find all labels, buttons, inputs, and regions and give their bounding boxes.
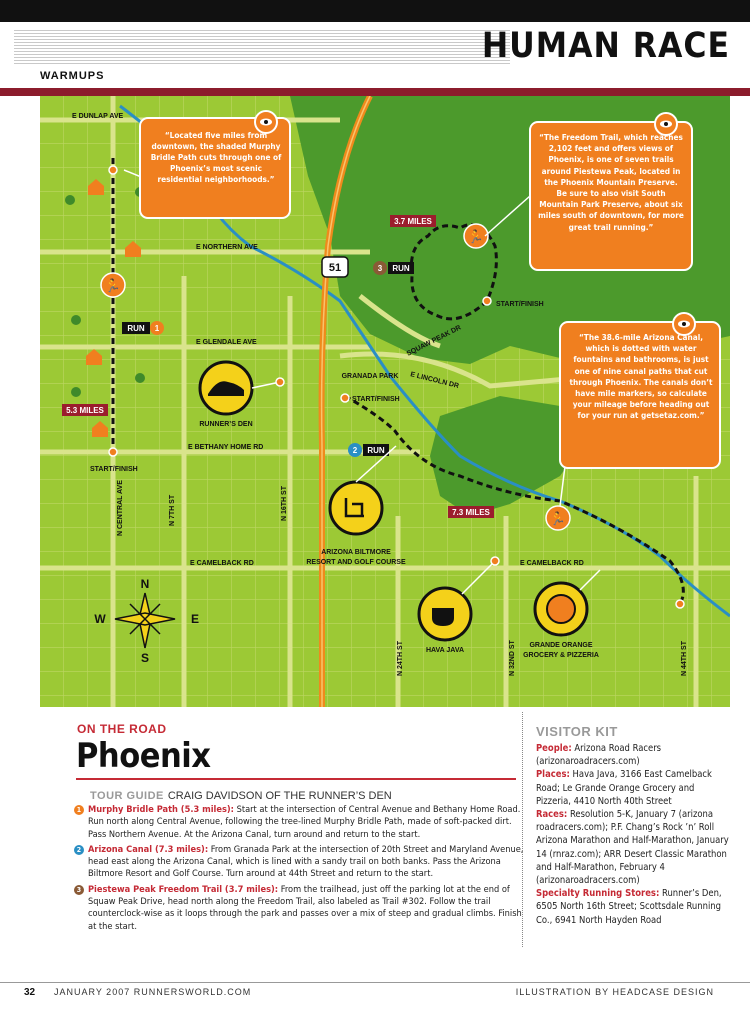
route-item xyxy=(74,804,524,841)
callout-freedom-trail xyxy=(530,113,692,270)
visitor-kit-item xyxy=(536,887,730,927)
street-32nd: N 32ND ST xyxy=(509,640,516,676)
street-44th: N 44TH ST xyxy=(681,640,688,676)
article-title: Phoenix xyxy=(76,736,211,776)
page-number: 32 xyxy=(24,987,36,998)
hava-java-label: HAVA JAVA xyxy=(425,647,465,654)
grande-orange-label-1: GRANDE ORANGE xyxy=(529,642,593,649)
visitor-kit-text: Runner’s Den, 6505 North 16th Street; Scottsdale Running Co., 6941 North Hayden Road xyxy=(536,888,722,926)
route-number: 3 xyxy=(74,885,84,895)
run2-start-label: START/FINISH xyxy=(352,396,400,403)
route-title: Arizona Canal (7.3 miles): xyxy=(88,843,209,855)
section-title: HUMAN RACE xyxy=(481,26,730,66)
street-lincoln: E LINCOLN DR xyxy=(409,371,460,390)
column-divider xyxy=(522,712,523,947)
page-footer xyxy=(0,982,750,1002)
street-central: N CENTRAL AVE xyxy=(117,480,124,536)
visitor-kit-label: Races: xyxy=(536,809,568,821)
article-kicker: ON THE ROAD xyxy=(77,722,167,736)
title-rule xyxy=(76,778,516,780)
route-number: 1 xyxy=(74,805,84,815)
route-item xyxy=(74,844,524,881)
visitor-kit-item xyxy=(536,808,730,887)
phoenix-map xyxy=(40,96,730,707)
svg-text:5.3 MILES: 5.3 MILES xyxy=(66,406,104,415)
svg-text:🏃: 🏃 xyxy=(104,278,122,293)
compass-s: S xyxy=(140,651,150,665)
svg-text:7.3 MILES: 7.3 MILES xyxy=(452,508,490,517)
route-title: Murphy Bridle Path (5.3 miles): xyxy=(88,804,234,815)
article-body xyxy=(40,712,730,967)
svg-text:3.7 MILES: 3.7 MILES xyxy=(394,217,432,226)
street-24th: N 24TH ST xyxy=(397,640,404,676)
run1-distance-tag xyxy=(62,404,108,416)
route-text: Start at the intersection of Central Avenue and Bethany Home Road. Run north along Central Avenue, following the tree-lined Murphy Bridle Path, made of soft-packed dirt. Pass Northern Avenue. At the Arizona Canal, turn around and return to the start. xyxy=(88,804,521,840)
run1-tag xyxy=(122,321,164,335)
visitor-kit-text: Hava Java, 3166 East Camelback Road; Le Grande Orange Grocery and Pizzeria, 4410 North 40th Street xyxy=(536,769,712,807)
callout-murphy-text: “Located five miles from downtown, the shaded Murphy Bridle Path cuts through one of Phoenix’s most scenic residential neighborhoods.” xyxy=(150,130,282,184)
run2-tag xyxy=(348,443,389,457)
svg-text:RUN: RUN xyxy=(392,264,410,273)
header-stripes xyxy=(14,30,510,64)
run3-tag xyxy=(373,261,414,275)
tour-guide-header xyxy=(90,790,392,802)
visitor-kit-text: Arizona Road Racers (arizonaroadracers.com) xyxy=(536,743,662,768)
compass-w: W xyxy=(94,612,106,626)
street-northern: E NORTHERN AVE xyxy=(196,244,258,251)
visitor-kit-label: Places: xyxy=(536,769,570,781)
biltmore-label-2: RESORT AND GOLF COURSE xyxy=(306,559,406,566)
grande-orange-label-2: GROCERY & PIZZERIA xyxy=(523,652,599,659)
illustration-credit: ILLUSTRATION BY HEADCASE DESIGN xyxy=(515,987,714,997)
run1-start-label: START/FINISH xyxy=(90,466,138,473)
route-number: 2 xyxy=(74,845,84,855)
svg-text:2: 2 xyxy=(352,446,358,455)
visitor-kit-label: Specialty Running Stores: xyxy=(536,888,660,900)
run2-end-dot xyxy=(676,600,684,608)
visitor-kit-item xyxy=(536,742,730,768)
street-glendale: E GLENDALE AVE xyxy=(196,339,257,346)
route-list xyxy=(74,804,524,936)
svg-text:1: 1 xyxy=(154,324,160,333)
header-rule xyxy=(0,88,750,96)
run3-distance-tag xyxy=(390,215,436,227)
street-dunlap: E DUNLAP AVE xyxy=(72,113,124,120)
visitor-kit-list xyxy=(536,742,730,927)
compass-e: E xyxy=(190,612,200,626)
svg-text:🏃: 🏃 xyxy=(467,229,485,244)
svg-text:3: 3 xyxy=(377,264,383,273)
tour-guide-byline: CRAIG DAVIDSON OF THE RUNNER’S DEN xyxy=(167,790,392,802)
tour-guide-label: TOUR GUIDE xyxy=(90,790,164,802)
runners-den-label: RUNNER’S DEN xyxy=(199,421,253,428)
section-label: WARMUPS xyxy=(40,70,105,82)
street-squaw-peak: SQUAW PEAK DR xyxy=(405,324,463,358)
run3-start-dot xyxy=(483,297,491,305)
top-black-bar xyxy=(0,0,750,22)
run1-start-dot xyxy=(109,448,117,456)
highway-number: 51 xyxy=(328,262,342,274)
run3-start-label: START/FINISH xyxy=(496,301,544,308)
street-7th: N 7TH ST xyxy=(169,494,176,526)
callout-freedom-trail-text: “The Freedom Trail, which reaches 2,102 feet and offers views of Phoenix, is one of seven trails around Piestewa Peak, located in the Phoenix Mountain Preserve. Be sure to also visit South Mountain Park Preserve, about six miles south of downtown, for more great trail running.” xyxy=(538,132,684,232)
street-bethany: E BETHANY HOME RD xyxy=(188,444,264,451)
route-text: From Granada Park at the intersection of 20th Street and Maryland Avenue, head east along the Arizona Canal, which is lined with a sandy trail on both banks. Pass the Arizona Biltmore Resort and Golf Course. Turn around at 44th Street and return to the start. xyxy=(88,843,524,880)
run2-start-dot xyxy=(341,394,349,402)
callout-arizona-canal-text: “The 38.6-mile Arizona Canal, which is dotted with water fountains and bathrooms, is just one of nine canal paths that cut through Phoenix. The canals don’t have mile markers, so calculate your mileage before heading out for your run at getsetaz.com.” xyxy=(569,332,713,421)
route-title: Piestewa Peak Freedom Trail (3.7 miles): xyxy=(88,883,279,895)
callout-arizona-canal xyxy=(560,313,720,468)
run2-distance-tag xyxy=(448,506,494,518)
visitor-kit-text: Resolution 5-K, January 7 (arizona roadracers.com); P.F. Chang’s Rock ’n’ Roll Arizona Marathon and Half-Marathon, January 14 (rnraz.com); ARR Desert Classic Marathon and Half-Marathon, February 4 (arizonaroadracers.com) xyxy=(536,809,729,887)
street-16th: N 16TH ST xyxy=(281,485,288,521)
visitor-kit-title: VISITOR KIT xyxy=(536,724,618,739)
callout-murphy xyxy=(140,111,290,218)
visitor-kit-label: People: xyxy=(536,743,572,754)
svg-text:RUN: RUN xyxy=(367,446,385,455)
svg-text:🏃: 🏃 xyxy=(549,511,567,526)
route-item xyxy=(74,884,524,933)
run1-turnaround-dot xyxy=(109,166,117,174)
issue-line: JANUARY 2007 RUNNERSWORLD.COM xyxy=(54,987,252,997)
street-camelback-west: E CAMELBACK RD xyxy=(190,560,254,567)
granada-park-label: GRANADA PARK xyxy=(341,373,399,380)
visitor-kit-item xyxy=(536,768,730,808)
compass-n: N xyxy=(140,577,150,591)
biltmore-label-1: ARIZONA BILTMORE xyxy=(321,549,391,556)
svg-text:RUN: RUN xyxy=(127,324,145,333)
street-camelback-east: E CAMELBACK RD xyxy=(520,560,584,567)
route-text: From the trailhead, just off the parking lot at the end of Squaw Peak Drive, head north along the Freedom Trail, also labeled as Trail #302. Follow the trail counterclock-wise as it loops through the park and passes over a mix of steep and gradual climbs. Finish at the start. xyxy=(88,883,522,932)
